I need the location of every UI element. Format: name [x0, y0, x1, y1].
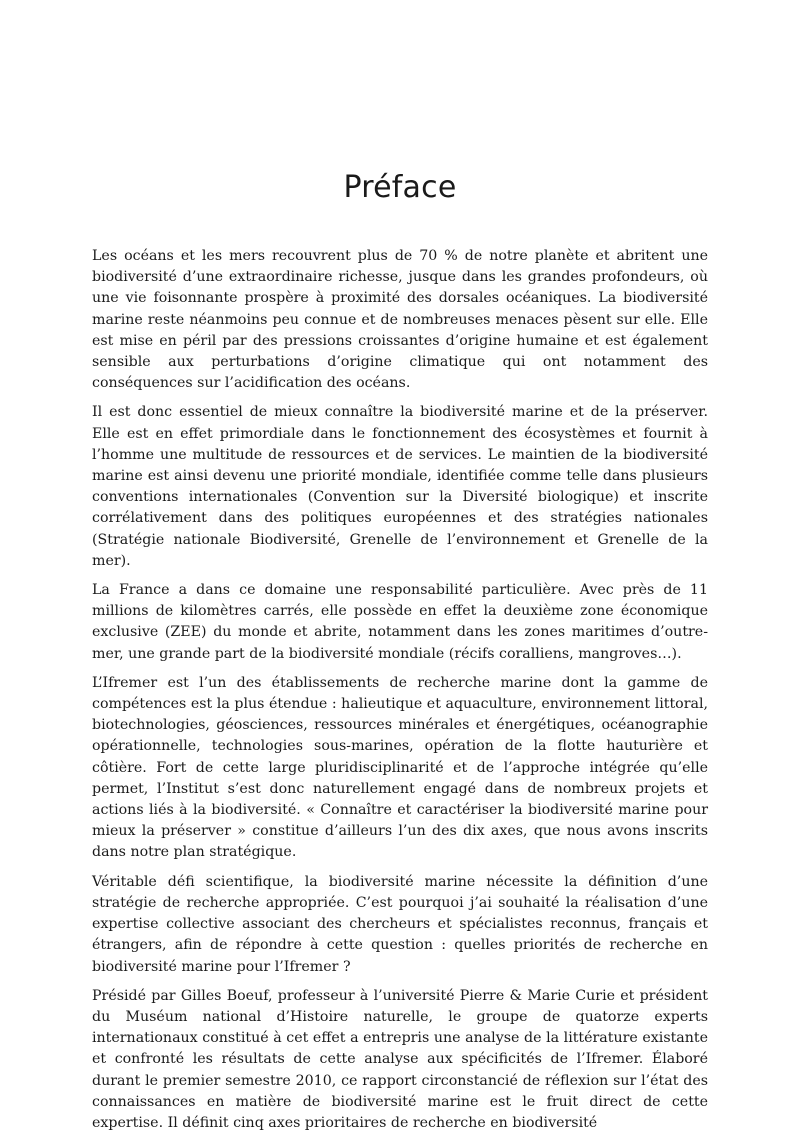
paragraph: Présidé par Gilles Boeuf, professeur à l’université Pierre & Marie Curie et président du Muséum national d’Histoire naturelle, le groupe de quatorze experts internationaux constitué à cet effet a entrepris une analyse de la littérature existante et confronté les résultats de cette analyse aux spécificités de l’Ifremer. Élaboré durant le premier semestre 2010, ce rapport circonstancié de réflexion sur l’état des connaissances en matière de biodiversité marine est le fruit direct de cette expertise. Il définit cinq axes prioritaires de recherche en biodiversité	[92, 987, 708, 1131]
paragraph: Les océans et les mers recouvrent plus de 70 % de notre planète et abritent une biodiversité d’une extraordinaire richesse, jusque dans les grandes profondeurs, où une vie foisonnante prospère à proximité des dorsales océaniques. La biodiversité marine reste néanmoins peu connue et de nombreuses menaces pèsent sur elle. Elle est mise en péril par des pressions croissantes d’origine humaine et est également sensible aux perturbations d’origine climatique qui ont notamment des conséquences sur l’acidification des océans.	[92, 248, 708, 392]
body-text	[92, 246, 708, 1142]
paragraph: Véritable défi scientifique, la biodiversité marine nécessite la définition d’une stratégie de recherche appropriée. C’est pourquoi j’ai souhaité la réalisation d’une expertise collective associant des chercheurs et spécialistes reconnus, français et étrangers, afin de répondre à cette question : quelles priorités de recherche en biodiversité marine pour l’Ifremer ?	[92, 873, 708, 975]
paragraph: Il est donc essentiel de mieux connaître la biodiversité marine et de la préserver. Elle est en effet primordiale dans le fonctionnement des écosystèmes et fournit à l’homme une multitude de ressources et de services. Le maintien de la biodiversité marine est ainsi devenu une priorité mondiale, identifiée comme telle dans plusieurs conventions internationales (Convention sur la Diversité biologique) et inscrite corrélativement dans des politiques européennes et des stratégies nationales (Stratégie nationale Biodiversité, Grenelle de l’environnement et Grenelle de la mer).	[92, 404, 708, 569]
paragraph: L’Ifremer est l’un des établissements de recherche marine dont la gamme de compétences est la plus étendue : halieutique et aquaculture, environnement littoral, biotechnologies, géosciences, ressources minérales et énergétiques, océanographie opérationnelle, technologies sous-marines, opération de la flotte hauturière et côtière. Fort de cette large pluridisciplinarité et de l’approche intégrée qu’elle permet, l’Institut s’est donc naturellement engagé dans de nombreux projets et actions liés à la biodiversité. « Connaître et caractériser la biodiversité marine pour mieux la préserver » constitue d’ailleurs l’un des dix axes, que nous avons inscrits dans notre plan stratégique.	[92, 674, 708, 861]
page-title: Préface	[343, 170, 457, 206]
paragraph: La France a dans ce domaine une responsabilité particulière. Avec près de 11 millions de kilomètres carrés, elle possède en effet la deuxième zone économique exclusive (ZEE) du monde et abrite, notamment dans les zones maritimes d’outre-mer, une grande part de la biodiversité mondiale (récifs coralliens, mangroves…).	[92, 582, 708, 662]
